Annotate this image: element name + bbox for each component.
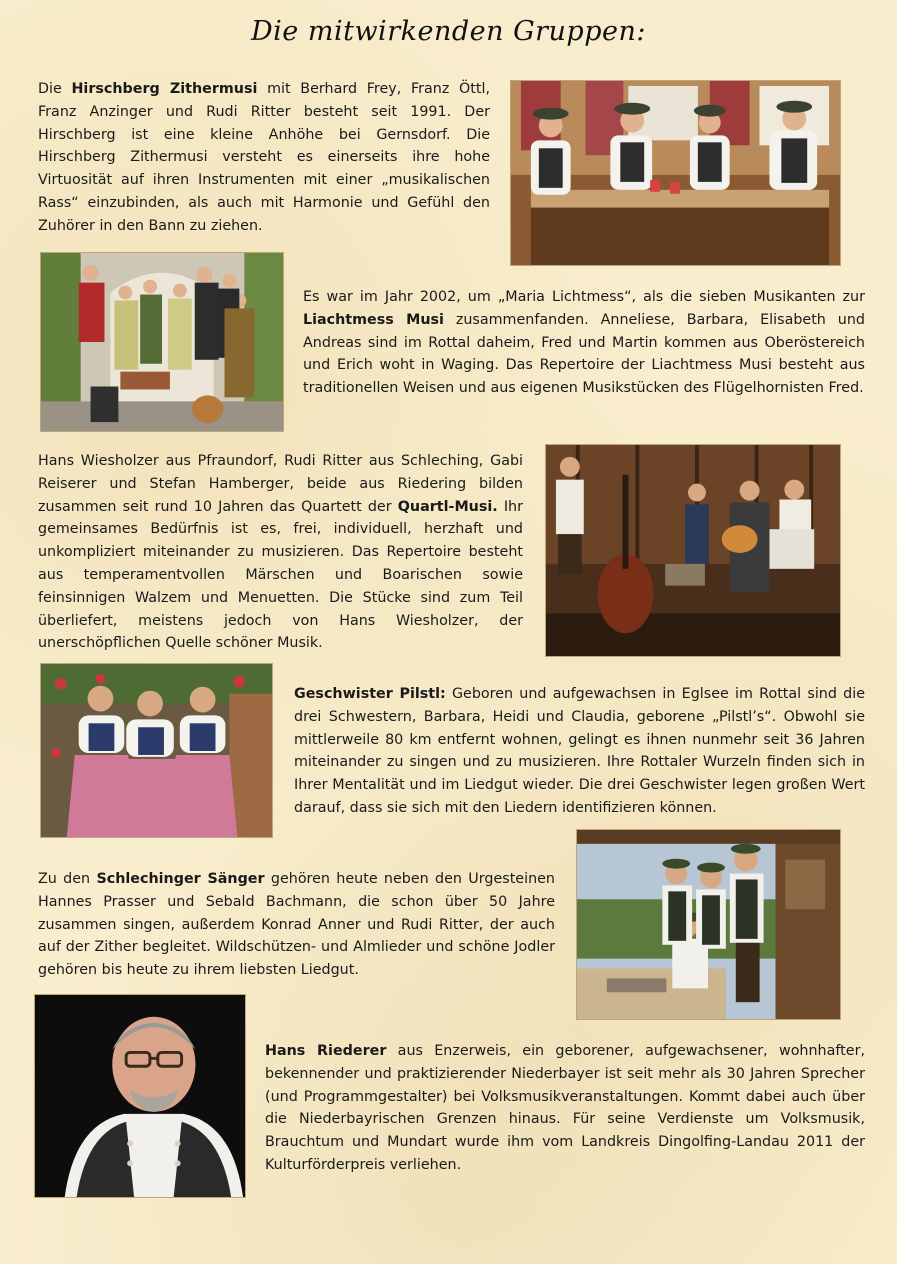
group-text-liachtmess: Es war im Jahr 2002, um „Maria Lichtmess“, als die sieben Musikanten zur Liachtmess Musi zusammenfanden. Anneliese, Barbara, Elisabeth und Andreas sind im Rottal daheim, Fred und Martin kommen aus Oberöstereich und Erich woht in Waging. Das Repertoire der Liachtmess Musi besteht aus traditionellen Weisen und aus eigenen Musikstücken des Flügelhornisten Fred. [303, 289, 865, 397]
page-title: Die mitwirkenden Gruppen: [251, 16, 646, 47]
group-text-hirschberg: Die Hirschberg Zithermusi mit Berhard Frey, Franz Öttl, Franz Anzinger und Rudi Ritter besteht seit 1991. Der Hirschberg ist eine kleine Anhöhe bei Gernsdorf. Die Hirschberg Zithermusi versteht es einerseits ihre hohe Virtuosität auf ihren Instrumenten mit einer „musikalischen Rass“ einzubinden, als auch mit Harmonie und Gefühl den Zuhörer in den Bann zu ziehen. [38, 81, 490, 234]
group-text-pilstl: Geschwister Pilstl: Geboren und aufgewachsen in Eglsee im Rottal sind die drei Schwestern, Barbara, Heidi und Claudia, geborene „Pilstl’s“. Obwohl sie mittlerweile 80 km entfernt wohnen, gelingt es ihnen nunmehr seit 36 Jahren miteinander zu singen und zu musizieren. Ihre Rottaler Wurzeln finden sich in Ihrer Mentalität und im Liedgut wieder. Die drei Geschwister legen großen Wert darauf, dass sie sich mit den Liedern identifizieren können. [294, 686, 866, 816]
group-name: Geschwister Pilstl: [294, 686, 446, 702]
group-name: Liachtmess Musi [303, 311, 444, 328]
photo-quartl-musi [545, 444, 841, 657]
photo-hirschberg-zithermusi [510, 80, 841, 266]
photo-geschwister-pilstl [40, 663, 273, 838]
photo-schlechinger-saenger [576, 829, 841, 1020]
group-name: Hans Riederer [265, 1043, 387, 1059]
photo-liachtmess-musi [40, 252, 284, 432]
group-name: Quartl-Musi. [397, 498, 498, 515]
group-text-riederer: Hans Riederer aus Enzerweis, ein geborener, aufgewachsener, wohnhafter, bekennender und praktizierender Niederbayer ist seit mehr als 30 Jahren Sprecher (und Programmgestalter) bei Volksmusikveranstaltungen. Kommt dabei auch über die Niederbayrischen Grenzen hinaus. Für seine Verdienste um Volksmusik, Brauchtum und Mundart wurde ihm vom Landkreis Dingolfing-Landau 2011 der Kulturförderpreis verliehen. [265, 1043, 865, 1173]
group-text-quartl: Hans Wiesholzer aus Pfraundorf, Rudi Ritter aus Schleching, Gabi Reiserer und Stefan Hamberger, beide aus Riedering bilden zusammen seit rund 10 Jahren das Quartett der Quartl-Musi. Ihr gemeinsames Bedürfnis ist es, frei, individuell, herzhaft und unkompliziert miteinander zu musizieren. Das Repertoire besteht aus temperamentvollen Märschen und Boarischen sowie feinsinnigen Walzem und Menuetten. Die Stücke sind zum Teil überliefert, meistens jedoch von Hans Wiesholzer, der unerschöpflichen Quelle schöner Musik. [38, 453, 523, 652]
group-name: Schlechinger Sänger [96, 871, 265, 887]
group-text-schlechinger: Zu den Schlechinger Sänger gehören heute neben den Urgesteinen Hannes Prasser und Sebald Bachmann, die schon über 50 Jahre zusammen singen, außerdem Konrad Anner und Rudi Ritter, der auch auf der Zither begleitet. Wildschützen- und Almlieder und schöne Jodler gehören bis heute zu ihrem liebsten Liedgut. [38, 871, 555, 979]
photo-hans-riederer [34, 994, 246, 1198]
group-name: Hirschberg Zithermusi [71, 81, 258, 97]
